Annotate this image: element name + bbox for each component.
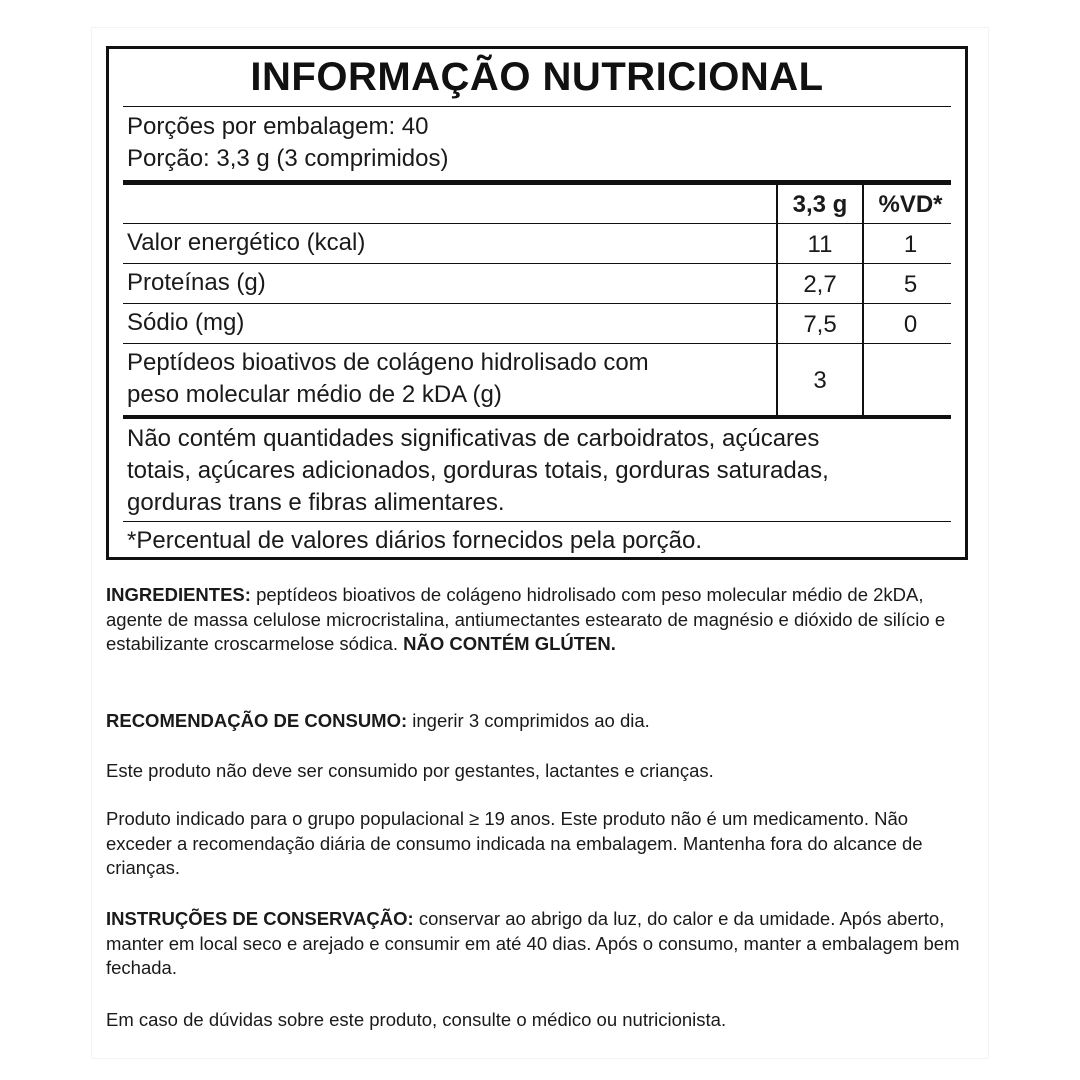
divider-footnote — [123, 521, 951, 522]
row-peptides-label-line2: peso molecular médio de 2 kDA (g) — [127, 381, 502, 408]
storage-heading: INSTRUÇÕES DE CONSERVAÇÃO: — [106, 908, 414, 929]
recommendation-text: ingerir 3 comprimidos ao dia. — [407, 710, 650, 731]
divider-row-2 — [123, 303, 951, 304]
row-protein-label: Proteínas (g) — [127, 269, 266, 296]
divider-title — [123, 106, 951, 107]
servings-per-package: Porções por embalagem: 40 — [127, 113, 429, 140]
row-peptides-amount: 3 — [813, 367, 827, 394]
storage-text: conservar ao abrigo da luz, do calor e da umidade. Após aberto, manter em local seco e arejado e consumir em até 40 dias. Após o consumo, manter a embalagem bem fechada. — [106, 908, 960, 978]
divider-row-1 — [123, 263, 951, 264]
nutrition-table-title: INFORMAÇÃO NUTRICIONAL — [250, 55, 824, 99]
recommendation-paragraph — [106, 709, 974, 734]
footnote: *Percentual de valores diários fornecidos pela porção. — [127, 527, 703, 554]
not-contains-line1: Não contém quantidades significativas de carboidratos, açúcares — [127, 425, 820, 452]
row-protein-amount: 2,7 — [803, 271, 837, 298]
recommendation-heading: RECOMENDAÇÃO DE CONSUMO: — [106, 710, 408, 731]
serving-size: Porção: 3,3 g (3 comprimidos) — [127, 145, 449, 172]
not-contains-line2: totais, açúcares adicionados, gorduras totais, gorduras saturadas, — [127, 457, 829, 484]
row-energy-vd: 1 — [903, 231, 918, 258]
warning-groups: Este produto não deve ser consumido por gestantes, lactantes e crianças. — [106, 760, 714, 781]
gluten-notice: NÃO CONTÉM GLÚTEN. — [403, 633, 616, 654]
doubts-paragraph: Em caso de dúvidas sobre este produto, consulte o médico ou nutricionista. — [106, 1009, 727, 1030]
column-divider-vd — [862, 185, 864, 417]
not-contains-line3: gorduras trans e fibras alimentares. — [127, 489, 505, 516]
header-vd: %VD* — [878, 191, 943, 218]
divider-thick-top — [123, 180, 951, 185]
row-energy-amount: 11 — [807, 231, 833, 258]
storage-paragraph — [106, 907, 974, 981]
ingredients-paragraph — [106, 583, 974, 657]
row-sodium-amount: 7,5 — [803, 311, 837, 338]
ingredients-heading: INGREDIENTES: — [106, 584, 251, 605]
nutrition-facts-table — [106, 46, 968, 560]
header-amount: 3,3 g — [792, 191, 848, 218]
divider-thick-bottom — [123, 415, 951, 419]
indication-paragraph: Produto indicado para o grupo populacional ≥ 19 anos. Este produto não é um medicamento. Não exceder a recomendação diária de consumo indicada na embalagem. Mantenha fora do alcance de crianças. — [106, 808, 923, 878]
ingredients-text: peptídeos bioativos de colágeno hidrolisado com peso molecular médio de 2kDA, agente de massa celulose microcristalina, antiumectantes estearato de magnésio e dióxido de silício e estabilizante croscarmelose sódica. — [106, 584, 946, 654]
row-protein-vd: 5 — [903, 271, 918, 298]
row-sodium-vd: 0 — [903, 311, 918, 338]
divider-row-0 — [123, 223, 951, 224]
row-peptides-label-line1: Peptídeos bioativos de colágeno hidrolisado com — [127, 349, 649, 376]
row-sodium-label: Sódio (mg) — [127, 309, 245, 336]
divider-row-3 — [123, 343, 951, 344]
row-energy-label: Valor energético (kcal) — [127, 229, 366, 256]
